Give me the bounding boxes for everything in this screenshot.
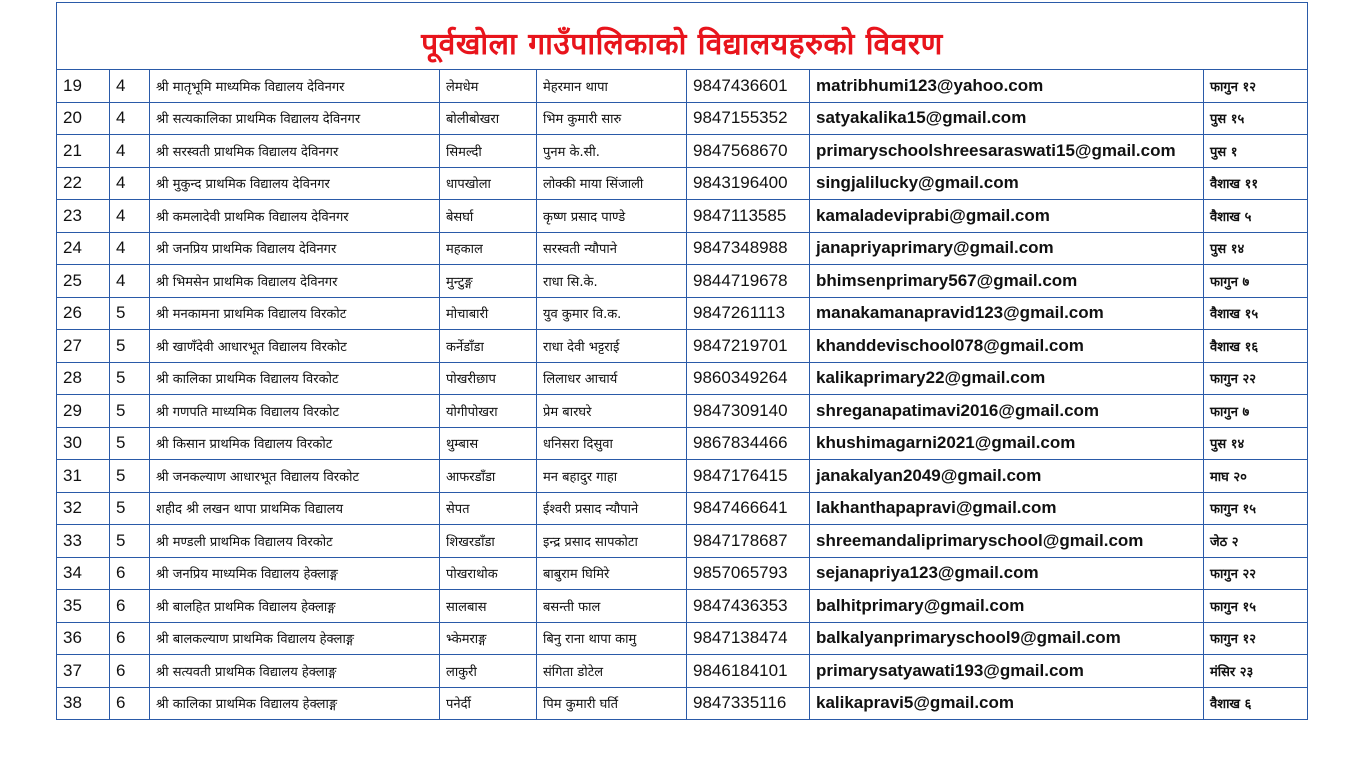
school-name-cell: श्री बालहित प्राथमिक विद्यालय हेक्लाङ्ग: [150, 590, 440, 623]
location-cell: कर्नेडाँडा: [440, 330, 537, 363]
email-cell: kamaladeviprabi@gmail.com: [810, 200, 1204, 233]
ward-number-cell: 4: [110, 135, 150, 168]
phone-cell: 9847436353: [687, 590, 810, 623]
email-cell: singjalilucky@gmail.com: [810, 167, 1204, 200]
table-row: [57, 557, 1308, 590]
ward-number-cell: 5: [110, 395, 150, 428]
location-cell: पनेर्दी: [440, 687, 537, 720]
title-cell: [57, 3, 1308, 70]
location-cell: पोखराथोक: [440, 557, 537, 590]
table-row: [57, 427, 1308, 460]
ward-number-cell: 6: [110, 687, 150, 720]
phone-cell: 9846184101: [687, 655, 810, 688]
location-cell: सिमल्दी: [440, 135, 537, 168]
ward-number-cell: 4: [110, 232, 150, 265]
email-cell: janapriyaprimary@gmail.com: [810, 232, 1204, 265]
head-teacher-cell: पुनम के.सी.: [537, 135, 687, 168]
phone-cell: 9847176415: [687, 460, 810, 493]
serial-number-cell: 29: [57, 395, 110, 428]
head-teacher-cell: संगिता डोटेल: [537, 655, 687, 688]
location-cell: मुन्टुङ्ग: [440, 265, 537, 298]
school-name-cell: श्री खाणँदेवी आधारभूत विद्यालय विरकोट: [150, 330, 440, 363]
serial-number-cell: 21: [57, 135, 110, 168]
school-name-cell: श्री बालकल्याण प्राथमिक विद्यालय हेक्लाङ्ग: [150, 622, 440, 655]
date-cell: फागुन १२: [1204, 622, 1308, 655]
school-name-cell: श्री जनकल्याण आधारभूत विद्यालय विरकोट: [150, 460, 440, 493]
head-teacher-cell: इन्द्र प्रसाद सापकोटा: [537, 525, 687, 558]
phone-cell: 9847178687: [687, 525, 810, 558]
serial-number-cell: 38: [57, 687, 110, 720]
ward-number-cell: 4: [110, 70, 150, 103]
ward-number-cell: 4: [110, 102, 150, 135]
head-teacher-cell: राधा सि.के.: [537, 265, 687, 298]
serial-number-cell: 37: [57, 655, 110, 688]
email-cell: sejanapriya123@gmail.com: [810, 557, 1204, 590]
school-name-cell: श्री मण्डली प्राथमिक विद्यालय विरकोट: [150, 525, 440, 558]
email-cell: satyakalika15@gmail.com: [810, 102, 1204, 135]
email-cell: shreganapatimavi2016@gmail.com: [810, 395, 1204, 428]
email-cell: shreemandaliprimaryschool@gmail.com: [810, 525, 1204, 558]
serial-number-cell: 28: [57, 362, 110, 395]
table-row: [57, 687, 1308, 720]
table-row: [57, 590, 1308, 623]
phone-cell: 9847568670: [687, 135, 810, 168]
serial-number-cell: 27: [57, 330, 110, 363]
table-row: [57, 395, 1308, 428]
location-cell: पोखरीछाप: [440, 362, 537, 395]
phone-cell: 9847219701: [687, 330, 810, 363]
date-cell: फागुन २२: [1204, 362, 1308, 395]
head-teacher-cell: लोक्की माया सिंजाली: [537, 167, 687, 200]
school-details-sheet: [56, 2, 1307, 720]
email-cell: khanddevischool078@gmail.com: [810, 330, 1204, 363]
head-teacher-cell: प्रेम बारघरे: [537, 395, 687, 428]
location-cell: योगीपोखरा: [440, 395, 537, 428]
school-name-cell: श्री किसान प्राथमिक विद्यालय विरकोट: [150, 427, 440, 460]
serial-number-cell: 34: [57, 557, 110, 590]
date-cell: वैशाख १६: [1204, 330, 1308, 363]
date-cell: वैशाख ५: [1204, 200, 1308, 233]
location-cell: भ्केमराङ्ग: [440, 622, 537, 655]
phone-cell: 9847335116: [687, 687, 810, 720]
email-cell: kalikapravi5@gmail.com: [810, 687, 1204, 720]
location-cell: आफरडाँडा: [440, 460, 537, 493]
phone-cell: 9847138474: [687, 622, 810, 655]
phone-cell: 9847466641: [687, 492, 810, 525]
serial-number-cell: 23: [57, 200, 110, 233]
head-teacher-cell: भिम कुमारी सारु: [537, 102, 687, 135]
school-name-cell: शहीद श्री लखन थापा प्राथमिक विद्यालय: [150, 492, 440, 525]
email-cell: matribhumi123@yahoo.com: [810, 70, 1204, 103]
head-teacher-cell: युव कुमार वि.क.: [537, 297, 687, 330]
table-row: [57, 297, 1308, 330]
ward-number-cell: 5: [110, 330, 150, 363]
ward-number-cell: 6: [110, 655, 150, 688]
table-row: [57, 362, 1308, 395]
serial-number-cell: 26: [57, 297, 110, 330]
serial-number-cell: 35: [57, 590, 110, 623]
table-row: [57, 525, 1308, 558]
school-name-cell: श्री सत्यकालिका प्राथमिक विद्यालय देविनगर: [150, 102, 440, 135]
table-row: [57, 232, 1308, 265]
head-teacher-cell: बसन्ती फाल: [537, 590, 687, 623]
location-cell: महकाल: [440, 232, 537, 265]
head-teacher-cell: मन बहादुर गाहा: [537, 460, 687, 493]
ward-number-cell: 6: [110, 622, 150, 655]
head-teacher-cell: सरस्वती न्यौपाने: [537, 232, 687, 265]
head-teacher-cell: बाबुराम घिमिरे: [537, 557, 687, 590]
serial-number-cell: 32: [57, 492, 110, 525]
school-name-cell: श्री सत्यवती प्राथमिक विद्यालय हेक्लाङ्ग: [150, 655, 440, 688]
date-cell: पुस १४: [1204, 232, 1308, 265]
table-row: [57, 330, 1308, 363]
email-cell: manakamanapravid123@gmail.com: [810, 297, 1204, 330]
location-cell: मोचाबारी: [440, 297, 537, 330]
school-name-cell: श्री जनप्रिय माध्यमिक विद्यालय हेक्लाङ्ग: [150, 557, 440, 590]
date-cell: वैशाख ११: [1204, 167, 1308, 200]
date-cell: फागुन १५: [1204, 492, 1308, 525]
head-teacher-cell: राधा देवी भट्टराई: [537, 330, 687, 363]
serial-number-cell: 31: [57, 460, 110, 493]
serial-number-cell: 20: [57, 102, 110, 135]
ward-number-cell: 5: [110, 427, 150, 460]
school-table: [56, 2, 1308, 720]
serial-number-cell: 36: [57, 622, 110, 655]
title-row: [57, 3, 1308, 70]
email-cell: kalikaprimary22@gmail.com: [810, 362, 1204, 395]
phone-cell: 9860349264: [687, 362, 810, 395]
location-cell: थुम्बास: [440, 427, 537, 460]
date-cell: फागुन ७: [1204, 265, 1308, 298]
school-name-cell: श्री मातृभूमि माध्यमिक विद्यालय देविनगर: [150, 70, 440, 103]
table-row: [57, 655, 1308, 688]
head-teacher-cell: धनिसरा दिसुवा: [537, 427, 687, 460]
school-name-cell: श्री सरस्वती प्राथमिक विद्यालय देविनगर: [150, 135, 440, 168]
table-row: [57, 102, 1308, 135]
ward-number-cell: 6: [110, 590, 150, 623]
location-cell: धापखोला: [440, 167, 537, 200]
date-cell: वैशाख १५: [1204, 297, 1308, 330]
ward-number-cell: 5: [110, 525, 150, 558]
date-cell: वैशाख ६: [1204, 687, 1308, 720]
phone-cell: 9847261113: [687, 297, 810, 330]
ward-number-cell: 6: [110, 557, 150, 590]
location-cell: लाकुरी: [440, 655, 537, 688]
school-name-cell: श्री कालिका प्राथमिक विद्यालय हेक्लाङ्ग: [150, 687, 440, 720]
serial-number-cell: 19: [57, 70, 110, 103]
date-cell: फागुन १५: [1204, 590, 1308, 623]
school-name-cell: श्री गणपति माध्यमिक विद्यालय विरकोट: [150, 395, 440, 428]
date-cell: पुस १५: [1204, 102, 1308, 135]
school-name-cell: श्री कमलादेवी प्राथमिक विद्यालय देविनगर: [150, 200, 440, 233]
email-cell: primarysatyawati193@gmail.com: [810, 655, 1204, 688]
head-teacher-cell: मेहरमान थापा: [537, 70, 687, 103]
school-name-cell: श्री मनकामना प्राथमिक विद्यालय विरकोट: [150, 297, 440, 330]
table-row: [57, 70, 1308, 103]
phone-cell: 9843196400: [687, 167, 810, 200]
head-teacher-cell: कृष्ण प्रसाद पाण्डे: [537, 200, 687, 233]
serial-number-cell: 25: [57, 265, 110, 298]
table-row: [57, 200, 1308, 233]
school-name-cell: श्री जनप्रिय प्राथमिक विद्यालय देविनगर: [150, 232, 440, 265]
table-row: [57, 265, 1308, 298]
location-cell: शिखरडाँडा: [440, 525, 537, 558]
table-row: [57, 167, 1308, 200]
location-cell: बेसर्घा: [440, 200, 537, 233]
phone-cell: 9844719678: [687, 265, 810, 298]
date-cell: माघ २०: [1204, 460, 1308, 493]
table-row: [57, 622, 1308, 655]
serial-number-cell: 24: [57, 232, 110, 265]
phone-cell: 9847348988: [687, 232, 810, 265]
email-cell: lakhanthapapravi@gmail.com: [810, 492, 1204, 525]
email-cell: primaryschoolshreesaraswati15@gmail.com: [810, 135, 1204, 168]
location-cell: सेपत: [440, 492, 537, 525]
email-cell: balhitprimary@gmail.com: [810, 590, 1204, 623]
ward-number-cell: 5: [110, 297, 150, 330]
ward-number-cell: 4: [110, 167, 150, 200]
head-teacher-cell: लिलाधर आचार्य: [537, 362, 687, 395]
table-row: [57, 460, 1308, 493]
email-cell: janakalyan2049@gmail.com: [810, 460, 1204, 493]
school-name-cell: श्री कालिका प्राथमिक विद्यालय विरकोट: [150, 362, 440, 395]
head-teacher-cell: ईश्वरी प्रसाद न्यौपाने: [537, 492, 687, 525]
phone-cell: 9867834466: [687, 427, 810, 460]
location-cell: सालबास: [440, 590, 537, 623]
serial-number-cell: 30: [57, 427, 110, 460]
date-cell: पुस १४: [1204, 427, 1308, 460]
table-row: [57, 492, 1308, 525]
phone-cell: 9847113585: [687, 200, 810, 233]
email-cell: bhimsenprimary567@gmail.com: [810, 265, 1204, 298]
phone-cell: 9847155352: [687, 102, 810, 135]
serial-number-cell: 33: [57, 525, 110, 558]
email-cell: balkalyanprimaryschool9@gmail.com: [810, 622, 1204, 655]
head-teacher-cell: पिम कुमारी घर्ति: [537, 687, 687, 720]
table-body: [57, 3, 1308, 720]
location-cell: बोलीबोखरा: [440, 102, 537, 135]
ward-number-cell: 5: [110, 492, 150, 525]
phone-cell: 9847309140: [687, 395, 810, 428]
ward-number-cell: 5: [110, 362, 150, 395]
email-cell: khushimagarni2021@gmail.com: [810, 427, 1204, 460]
date-cell: पुस १: [1204, 135, 1308, 168]
phone-cell: 9857065793: [687, 557, 810, 590]
phone-cell: 9847436601: [687, 70, 810, 103]
ward-number-cell: 4: [110, 265, 150, 298]
date-cell: फागुन १२: [1204, 70, 1308, 103]
location-cell: लेमधेम: [440, 70, 537, 103]
school-name-cell: श्री भिमसेन प्राथमिक विद्यालय देविनगर: [150, 265, 440, 298]
serial-number-cell: 22: [57, 167, 110, 200]
head-teacher-cell: बिनु राना थापा कामु: [537, 622, 687, 655]
date-cell: फागुन ७: [1204, 395, 1308, 428]
page-title: पूर्वखोला गाउँपालिकाको विद्यालयहरुको विवरण: [421, 26, 943, 62]
school-name-cell: श्री मुकुन्द प्राथमिक विद्यालय देविनगर: [150, 167, 440, 200]
table-row: [57, 135, 1308, 168]
date-cell: फागुन २२: [1204, 557, 1308, 590]
date-cell: मंसिर २३: [1204, 655, 1308, 688]
date-cell: जेठ २: [1204, 525, 1308, 558]
ward-number-cell: 4: [110, 200, 150, 233]
ward-number-cell: 5: [110, 460, 150, 493]
